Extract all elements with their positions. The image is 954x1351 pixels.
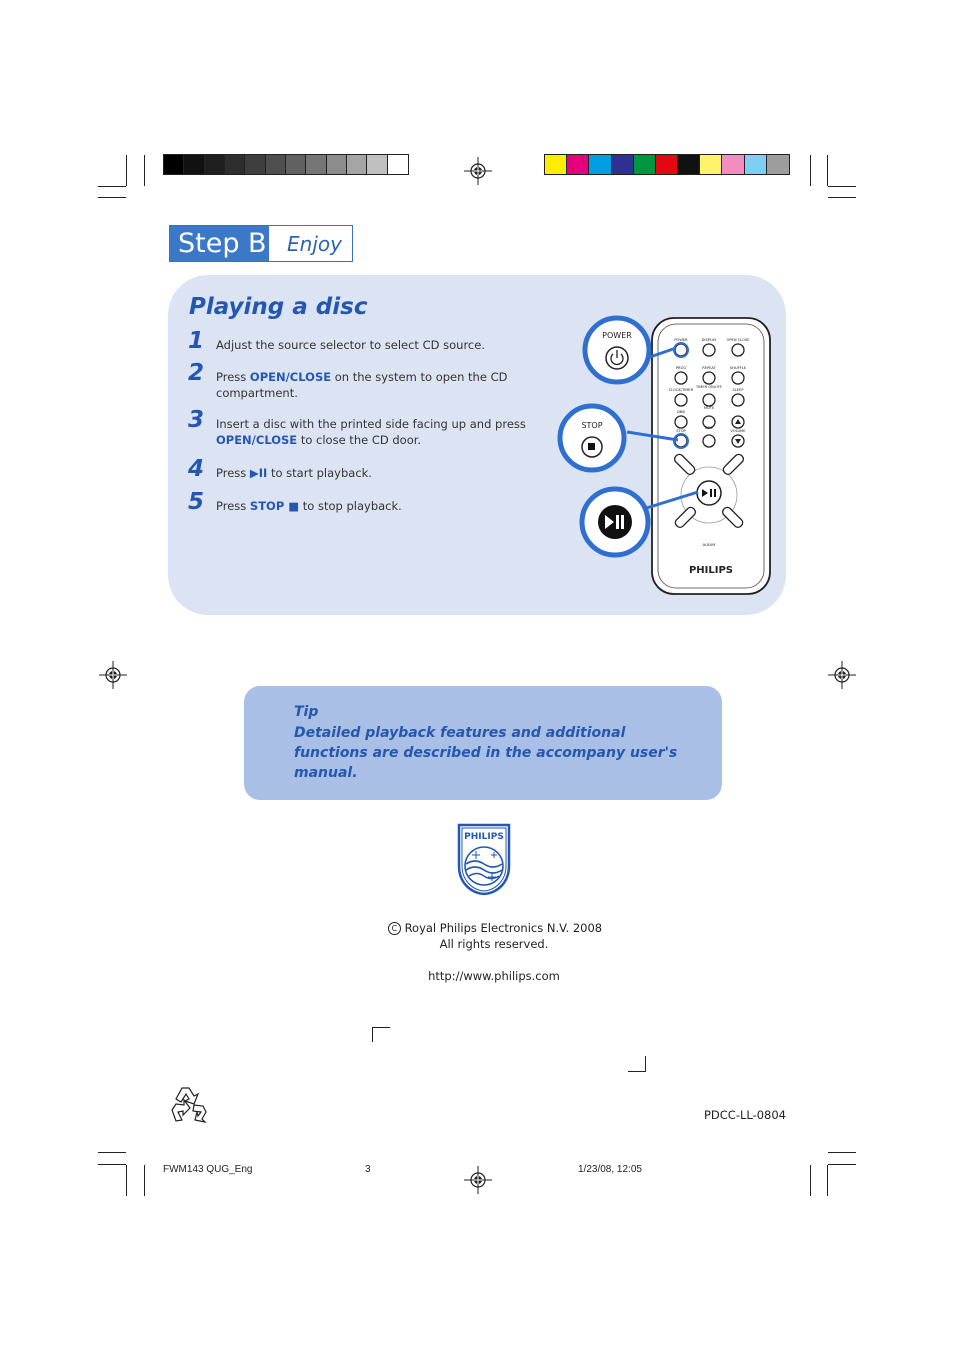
remote-button-label: POWER — [674, 338, 688, 342]
crop-mark — [98, 186, 126, 187]
color-swatch — [347, 155, 367, 174]
crop-mark — [98, 197, 126, 198]
rights-text: All rights reserved. — [439, 937, 549, 951]
color-swatch — [678, 155, 700, 174]
remote-button-label: DSC — [705, 426, 713, 430]
step-number: 1 — [188, 328, 205, 354]
color-calibration-bar — [544, 154, 790, 175]
step-text — [216, 416, 536, 448]
color-swatch — [388, 155, 408, 174]
remote-button-label: PROG — [675, 366, 687, 370]
remote-button-label: MUTE — [703, 406, 715, 410]
registration-mark-icon — [828, 661, 856, 689]
color-swatch — [286, 155, 306, 174]
crop-mark — [372, 1027, 390, 1028]
crop-mark — [126, 155, 127, 186]
color-swatch — [266, 155, 286, 174]
step-number: 2 — [188, 360, 205, 386]
copyright-symbol-icon: C — [388, 922, 401, 935]
color-swatch — [164, 155, 184, 174]
crop-mark — [828, 1152, 856, 1153]
color-swatch — [545, 155, 567, 174]
remote-button-label: ALBUM — [702, 543, 716, 547]
crop-mark — [144, 155, 145, 186]
slug-page: 3 — [365, 1164, 371, 1175]
remote-brand: PHILIPS — [688, 565, 734, 576]
tip-title: Tip — [294, 704, 319, 720]
philips-shield-logo-icon — [456, 822, 512, 896]
crop-mark — [126, 1165, 127, 1196]
color-swatch — [767, 155, 789, 174]
gray-calibration-bar — [163, 154, 409, 175]
step-label: Step B — [170, 226, 269, 261]
crop-mark — [827, 1165, 828, 1196]
color-swatch — [722, 155, 744, 174]
crop-mark — [372, 1027, 373, 1042]
registration-mark-icon — [99, 661, 127, 689]
stop-callout-label: STOP — [581, 421, 603, 430]
step-keyword: ▶II — [249, 466, 268, 480]
step-text-post: to start playback. — [267, 466, 372, 480]
color-swatch — [327, 155, 347, 174]
color-swatch — [225, 155, 245, 174]
crop-mark — [828, 186, 856, 187]
recycle-icon — [168, 1084, 210, 1124]
registration-mark-icon — [464, 157, 492, 185]
remote-button-label: SLEEP — [732, 388, 744, 392]
color-swatch — [184, 155, 204, 174]
step-keyword: STOP ■ — [249, 499, 300, 513]
crop-mark — [827, 155, 828, 186]
color-swatch — [656, 155, 678, 174]
color-swatch — [367, 155, 387, 174]
step-header — [169, 225, 353, 262]
color-swatch — [612, 155, 634, 174]
step-text-pre: Press — [216, 466, 250, 480]
remote-button-label: STOP — [676, 429, 686, 433]
step-text — [216, 337, 536, 353]
crop-mark — [628, 1071, 646, 1072]
crop-mark — [98, 1152, 126, 1153]
color-swatch — [634, 155, 656, 174]
step-text-post: on the system to open the CD compartment. — [216, 370, 508, 400]
color-swatch — [306, 155, 326, 174]
step-keyword: OPEN/CLOSE — [216, 433, 298, 447]
remote-button-label: VOLUME — [730, 429, 746, 433]
copyright-line — [380, 921, 610, 935]
crop-mark — [144, 1165, 145, 1196]
crop-mark — [645, 1056, 646, 1072]
remote-button-label: DISPLAY — [701, 338, 717, 342]
section-title: Playing a disc — [189, 294, 368, 320]
color-swatch — [567, 155, 589, 174]
color-swatch — [245, 155, 265, 174]
remote-control-illustration — [552, 310, 777, 600]
step-number: 4 — [188, 456, 205, 482]
crop-mark — [828, 197, 856, 198]
color-swatch — [589, 155, 611, 174]
remote-button-label: DBB — [677, 410, 685, 414]
crop-mark — [98, 1164, 126, 1165]
step-keyword: OPEN/CLOSE — [249, 370, 332, 384]
crop-mark — [828, 1164, 856, 1165]
step-text-pre: Press — [216, 499, 250, 513]
power-callout-label: POWER — [602, 331, 632, 340]
website-link[interactable]: http://www.philips.com — [428, 969, 560, 983]
crop-mark — [810, 1165, 811, 1196]
step-number: 5 — [188, 489, 205, 515]
step-text-post: to close the CD door. — [297, 433, 422, 447]
logo-brand: PHILIPS — [464, 832, 504, 842]
step-text-post: to stop playback. — [299, 499, 402, 513]
registration-mark-icon — [464, 1166, 492, 1194]
step-subtitle: Enjoy — [287, 232, 342, 256]
color-swatch — [205, 155, 225, 174]
remote-button-label: SHUFFLE — [729, 366, 747, 370]
remote-button-label: TIMER ON/OFF — [696, 385, 722, 389]
document-code: PDCC-LL-0804 — [703, 1108, 786, 1122]
remote-button-label: CLOCK/TIMER — [668, 388, 694, 392]
step-text-pre: Press — [216, 370, 250, 384]
step-text-pre: Adjust the source selector to select CD source. — [216, 338, 485, 352]
remote-button-label: REPEAT — [702, 366, 716, 370]
color-swatch — [745, 155, 767, 174]
step-number: 3 — [188, 407, 205, 433]
crop-mark — [810, 155, 811, 186]
remote-button-label: OPEN CLOSE — [726, 338, 750, 342]
copyright-text: Royal Philips Electronics N.V. 2008 — [404, 921, 603, 935]
slug-date: 1/23/08, 12:05 — [578, 1164, 642, 1175]
color-swatch — [700, 155, 722, 174]
step-text — [216, 369, 536, 401]
step-text-pre: Insert a disc with the printed side facing up and press — [216, 417, 526, 431]
slug-file: FWM143 QUG_Eng — [163, 1164, 253, 1175]
step-text — [216, 498, 536, 514]
tip-body: Detailed playback features and additional functions are described in the accompany user's manual. — [294, 725, 678, 781]
step-text — [216, 465, 536, 481]
